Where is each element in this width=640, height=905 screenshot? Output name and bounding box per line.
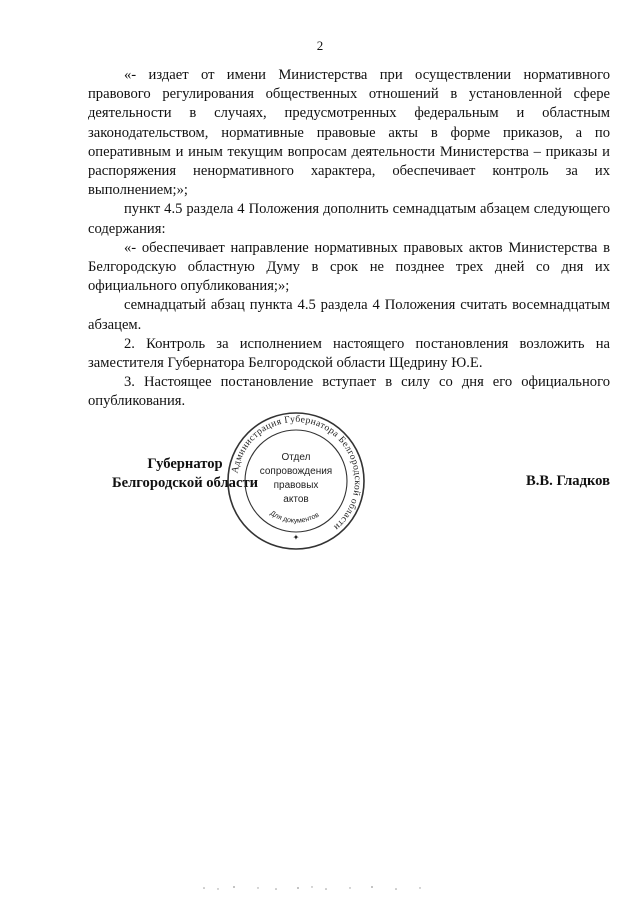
- page-number: 2: [316, 38, 324, 53]
- signatory-position-line-1: Губернатор: [147, 456, 223, 472]
- document-body: [88, 66, 610, 412]
- official-stamp: [226, 411, 366, 551]
- svg-text:Для документов: [269, 510, 321, 525]
- stamp-star-icon: ✦: [292, 533, 300, 542]
- signatory-name: В.В. Гладков: [526, 473, 610, 489]
- stamp-outer-text: Администрация Губернатора Белгородской области: [229, 413, 364, 533]
- stamp-line-2: сопровождения: [259, 466, 333, 477]
- scan-noise-decoration: [200, 884, 440, 892]
- paragraph-3: «- обеспечивает направление нормативных правовых актов Министерства в Белгородскую областную Думу в срок не позднее трех дней со дня их официального опубликования;»;: [88, 239, 610, 295]
- paragraph-4: семнадцатый абзац пункта 4.5 раздела 4 Положения считать восемнадцатым абзацем.: [88, 297, 610, 333]
- stamp-line-1: Отдел: [281, 452, 311, 463]
- stamp-bottom-text: Для документов: [268, 509, 321, 525]
- signatory-position-line-2: Белгородской области: [111, 475, 259, 491]
- paragraph-2: пункт 4.5 раздела 4 Положения дополнить семнадцатым абзацем следующего содержания:: [88, 201, 610, 237]
- paragraph-5: 2. Контроль за исполнением настоящего постановления возложить на заместителя Губернатора Белгородской области Щедрину Ю.Е.: [88, 335, 610, 372]
- stamp-line-4: актов: [283, 494, 309, 505]
- paragraph-1: «- издает от имени Министерства при осуществлении нормативного правового регулирования общественных отношений в установленной сфере деятельности в случаях, предусмотренных федеральным и областным законодательством, нормативные правовые акты в форме приказов, а по оперативным и иным текущим вопросам деятельности Министерства – приказы и распоряжения ненормативного характера, обеспечивает контроль за их выполнением;»;: [88, 67, 610, 199]
- paragraph-6: 3. Настоящее постановление вступает в силу со дня его официального опубликования.: [88, 374, 610, 410]
- stamp-line-3: правовых: [273, 480, 319, 491]
